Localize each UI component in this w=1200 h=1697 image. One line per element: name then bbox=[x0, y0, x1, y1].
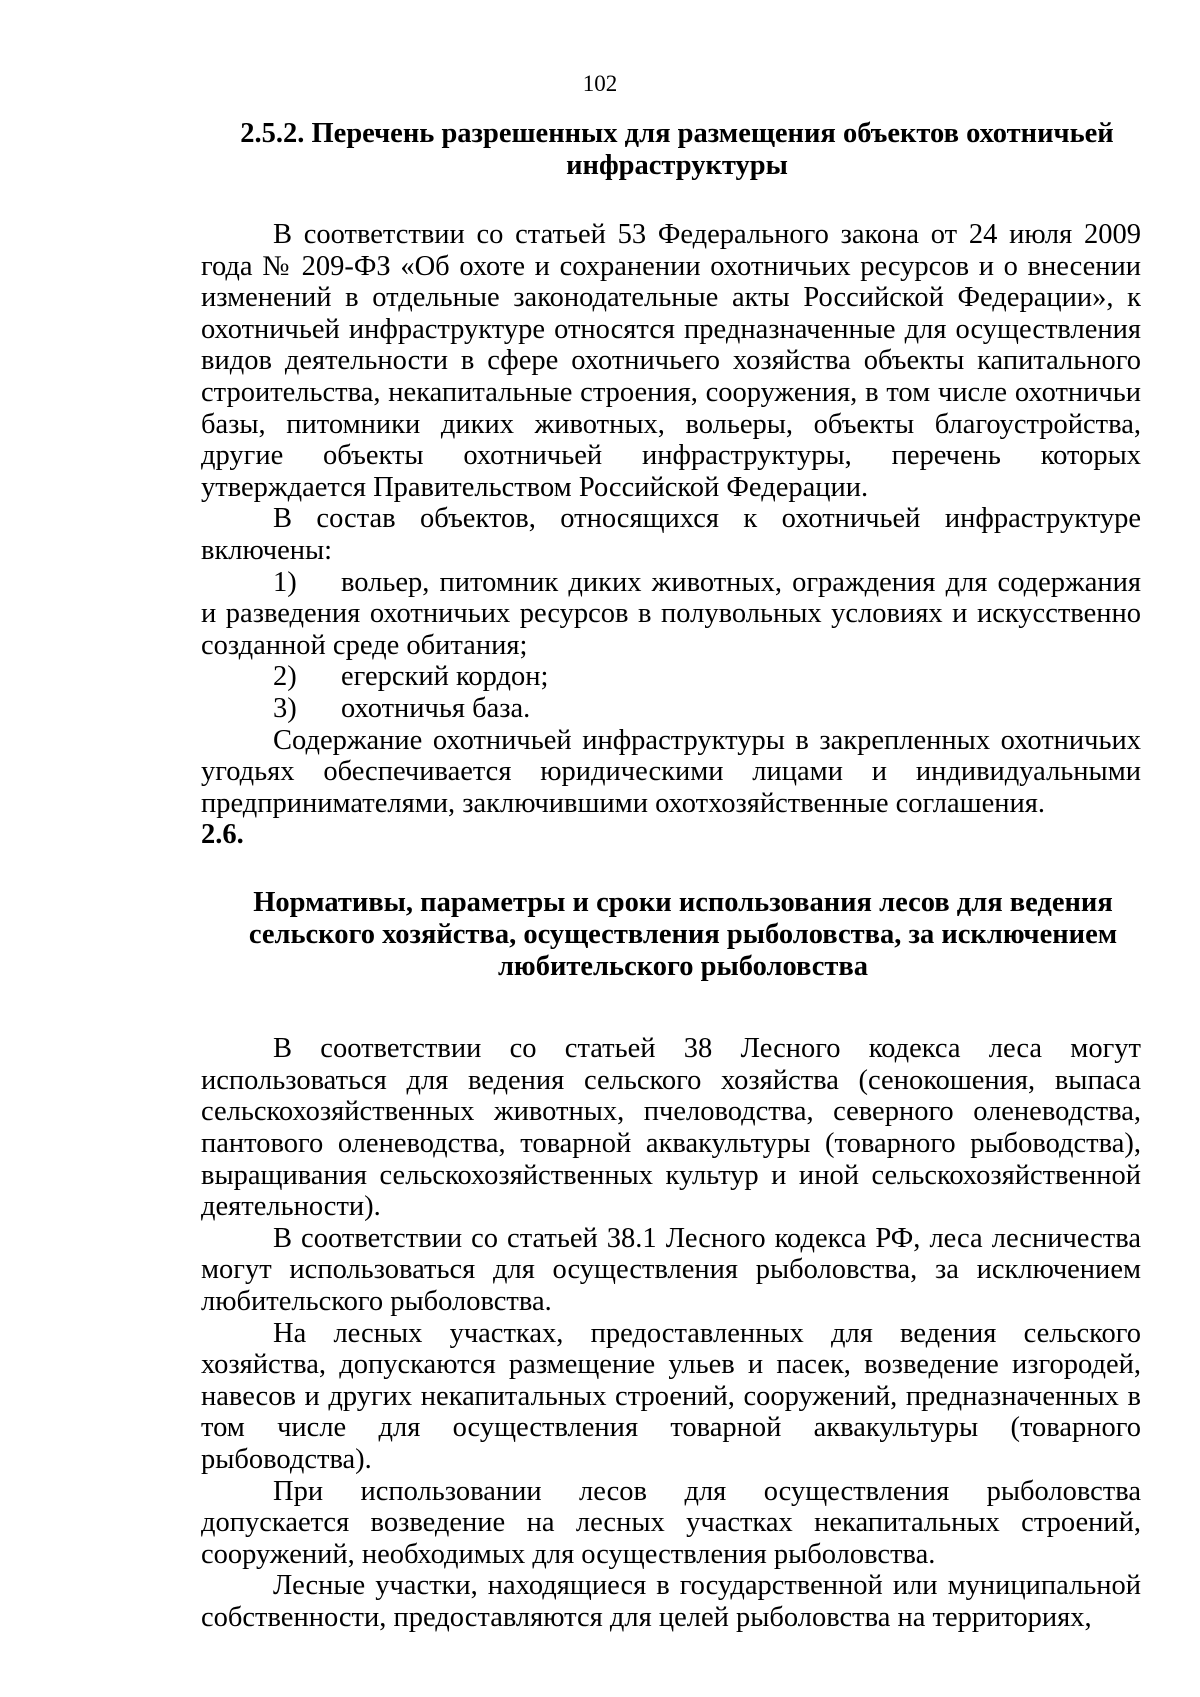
list-item bbox=[201, 567, 1141, 662]
section-heading-2-6 bbox=[201, 819, 1141, 983]
paragraph: На лесных участках, предоставленных для ведения сельского хозяйства, допускаются размещение ульев и пасек, возведение изгородей, навесов и других некапитальных строений, сооружений, предназначенных в том числе для осуществления товарной аквакультуры (товарного рыбоводства). bbox=[201, 1317, 1141, 1475]
paragraph: В состав объектов, относящихся к охотничьей инфраструктуре включены: bbox=[201, 503, 1141, 566]
list-item bbox=[201, 661, 1141, 693]
list-item-text: егерский кордон; bbox=[341, 661, 549, 693]
paragraph: Лесные участки, находящиеся в государственной или муниципальной собственности, предоставляются для целей рыболовства на территориях, bbox=[201, 1570, 1141, 1633]
section-number: 2.6. bbox=[201, 819, 244, 851]
paragraph: Содержание охотничьей инфраструктуры в закрепленных охотничьих угодьях обеспечивается юридическими лицами и индивидуальными предпринимателями, заключившими охотхозяйственные соглашения. bbox=[201, 724, 1141, 819]
paragraph: При использовании лесов для осуществления рыболовства допускается возведение на лесных участках некапитальных строений, сооружений, необходимых для осуществления рыболовства. bbox=[201, 1475, 1141, 1570]
paragraph: В соответствии со статьей 53 Федерального закона от 24 июля 2009 года № 209-ФЗ «Об охоте и сохранении охотничьих ресурсов и о внесении изменений в отдельные законодательные акты Российской Федерации», к охотничьей инфраструктуре относятся предназначенные для осуществления видов деятельности в сфере охотничьего хозяйства объекты капитального строительства, некапитальные строения, сооружения, в том числе охотничьи базы, питомники диких животных, вольеры, объекты благоустройства, другие объекты охотничьей инфраструктуры, перечень которых утверждается Правительством Российской Федерации. bbox=[201, 219, 1141, 503]
list-item bbox=[201, 693, 1141, 725]
page-number: 102 bbox=[582, 71, 618, 96]
page-content bbox=[201, 118, 1141, 1634]
section-heading-2-5-2: 2.5.2. Перечень разрешенных для размещения объектов охотничьей инфраструктуры bbox=[240, 118, 1114, 181]
section-title: Нормативы, параметры и сроки использования лесов для ведения сельского хозяйства, осуществления рыболовства, за исключением любительского рыболовства bbox=[248, 887, 1118, 983]
list-item-text: охотничья база. bbox=[341, 692, 531, 724]
list-item-text: вольер, питомник диких животных, ограждения для содержания и разведения охотничьих ресурсов в полувольных условиях и искусственно созданной среде обитания; bbox=[201, 566, 1141, 661]
list-marker: 1) bbox=[273, 566, 297, 598]
paragraph: В соответствии со статьей 38.1 Лесного кодекса РФ, леса лесничества могут использоваться для осуществления рыболовства, за исключением любительского рыболовства. bbox=[201, 1222, 1141, 1318]
list-marker: 2) bbox=[273, 661, 297, 693]
list-marker: 3) bbox=[273, 692, 297, 724]
paragraph: В соответствии со статьей 38 Лесного кодекса леса могут использоваться для ведения сельского хозяйства (сенокошения, выпаса сельскохозяйственных животных, пчеловодства, северного оленеводства, пантового оленеводства, товарной аквакультуры (товарного рыбоводства), выращивания сельскохозяйственных культур и иной сельскохозяйственной деятельности). bbox=[201, 1033, 1141, 1223]
